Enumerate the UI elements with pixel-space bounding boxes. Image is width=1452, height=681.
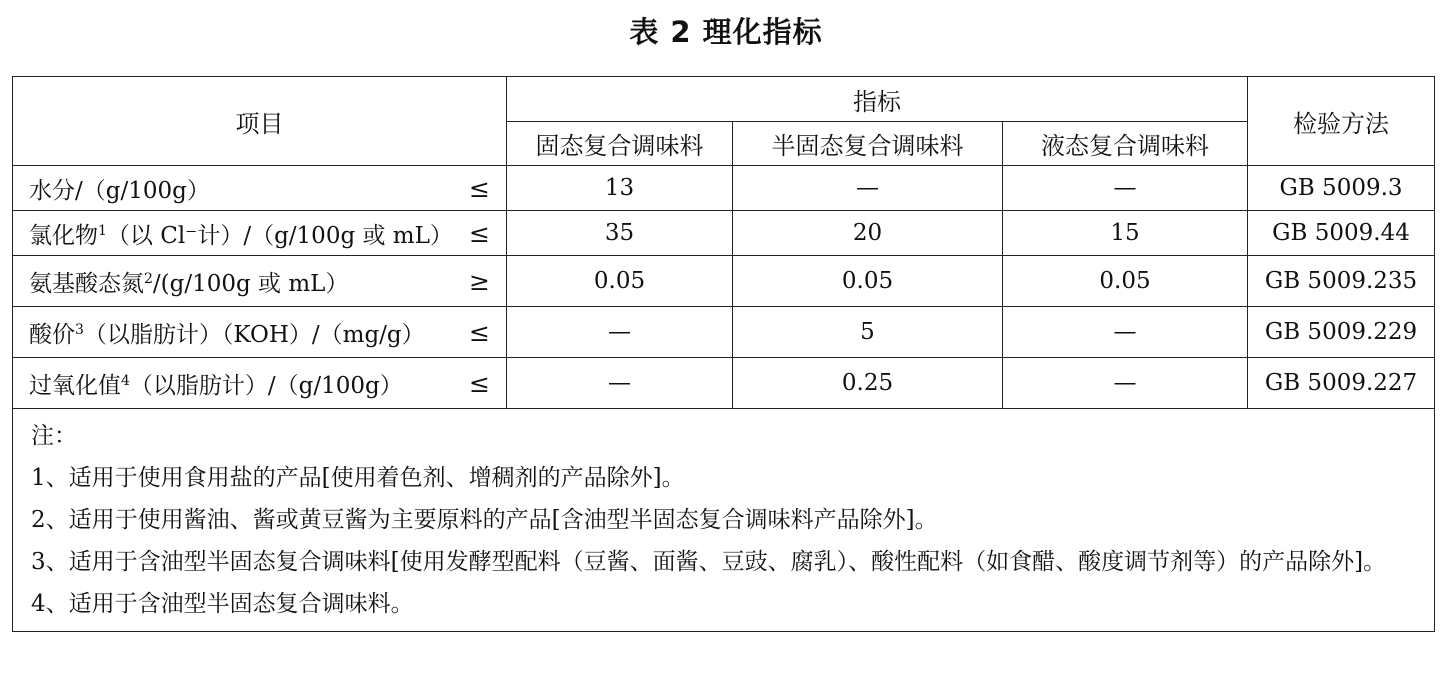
item-name: 酸价$^3$（以脂肪计）（KOH）/（mg/g） <box>29 321 425 348</box>
value-semisolid: — <box>733 166 1003 211</box>
notes-row <box>13 409 1435 632</box>
comparator-symbol: ≥ <box>469 266 490 296</box>
item-name: 氯化物$^1$（以 Cl⁻计）/（g/100g 或 mL） <box>29 222 453 249</box>
value-liquid: 0.05 <box>1003 256 1248 307</box>
header-solid: 固态复合调味料 <box>507 122 733 166</box>
value-liquid: 15 <box>1003 211 1248 256</box>
notes-heading: 注： <box>31 423 77 449</box>
notes-cell <box>13 409 1435 632</box>
value-semisolid: 0.05 <box>733 256 1003 307</box>
value-liquid: — <box>1003 358 1248 409</box>
table-row <box>13 166 1435 211</box>
test-method: GB 5009.44 <box>1248 211 1435 256</box>
comparator-symbol: ≤ <box>469 218 490 248</box>
value-semisolid: 5 <box>733 307 1003 358</box>
test-method: GB 5009.3 <box>1248 166 1435 211</box>
comparator-symbol: ≤ <box>469 173 490 203</box>
comparator-symbol: ≤ <box>469 368 490 398</box>
test-method: GB 5009.227 <box>1248 358 1435 409</box>
note-item: 4、适用于含油型半固态复合调味料。 <box>31 591 414 617</box>
value-solid: 35 <box>507 211 733 256</box>
table-row <box>13 256 1435 307</box>
item-name-cell <box>13 256 507 307</box>
item-name-cell <box>13 211 507 256</box>
note-item: 1、适用于使用食用盐的产品[使用着色剂、增稠剂的产品除外]。 <box>31 465 685 491</box>
table-title: 表 2 理化指标 <box>629 15 823 49</box>
header-item: 项目 <box>13 77 507 166</box>
item-name: 过氧化值$^4$（以脂肪计）/（g/100g） <box>29 372 403 399</box>
item-name-cell <box>13 358 507 409</box>
header-semisolid: 半固态复合调味料 <box>733 122 1003 166</box>
value-liquid: — <box>1003 307 1248 358</box>
header-index: 指标 <box>507 77 1248 122</box>
item-name: 水分/（g/100g） <box>29 177 210 204</box>
header-method: 检验方法 <box>1248 77 1435 166</box>
table-row <box>13 211 1435 256</box>
item-name-cell <box>13 166 507 211</box>
value-solid: 0.05 <box>507 256 733 307</box>
physicochemical-index-table <box>12 76 1435 632</box>
header-liquid: 液态复合调味料 <box>1003 122 1248 166</box>
value-solid: — <box>507 358 733 409</box>
table-row <box>13 307 1435 358</box>
value-solid: — <box>507 307 733 358</box>
value-solid: 13 <box>507 166 733 211</box>
item-name: 氨基酸态氮$^2$/(g/100g 或 mL） <box>29 270 349 297</box>
item-name-cell <box>13 307 507 358</box>
note-item: 2、适用于使用酱油、酱或黄豆酱为主要原料的产品[含油型半固态复合调味料产品除外]。 <box>31 507 938 533</box>
table-row <box>13 358 1435 409</box>
test-method: GB 5009.235 <box>1248 256 1435 307</box>
test-method: GB 5009.229 <box>1248 307 1435 358</box>
header-row-1 <box>13 77 1435 122</box>
value-semisolid: 20 <box>733 211 1003 256</box>
value-liquid: — <box>1003 166 1248 211</box>
value-semisolid: 0.25 <box>733 358 1003 409</box>
comparator-symbol: ≤ <box>469 317 490 347</box>
note-item: 3、适用于含油型半固态复合调味料[使用发酵型配料（豆酱、面酱、豆豉、腐乳）、酸性配料（如食醋、酸度调节剂等）的产品除外]。 <box>31 549 1387 575</box>
